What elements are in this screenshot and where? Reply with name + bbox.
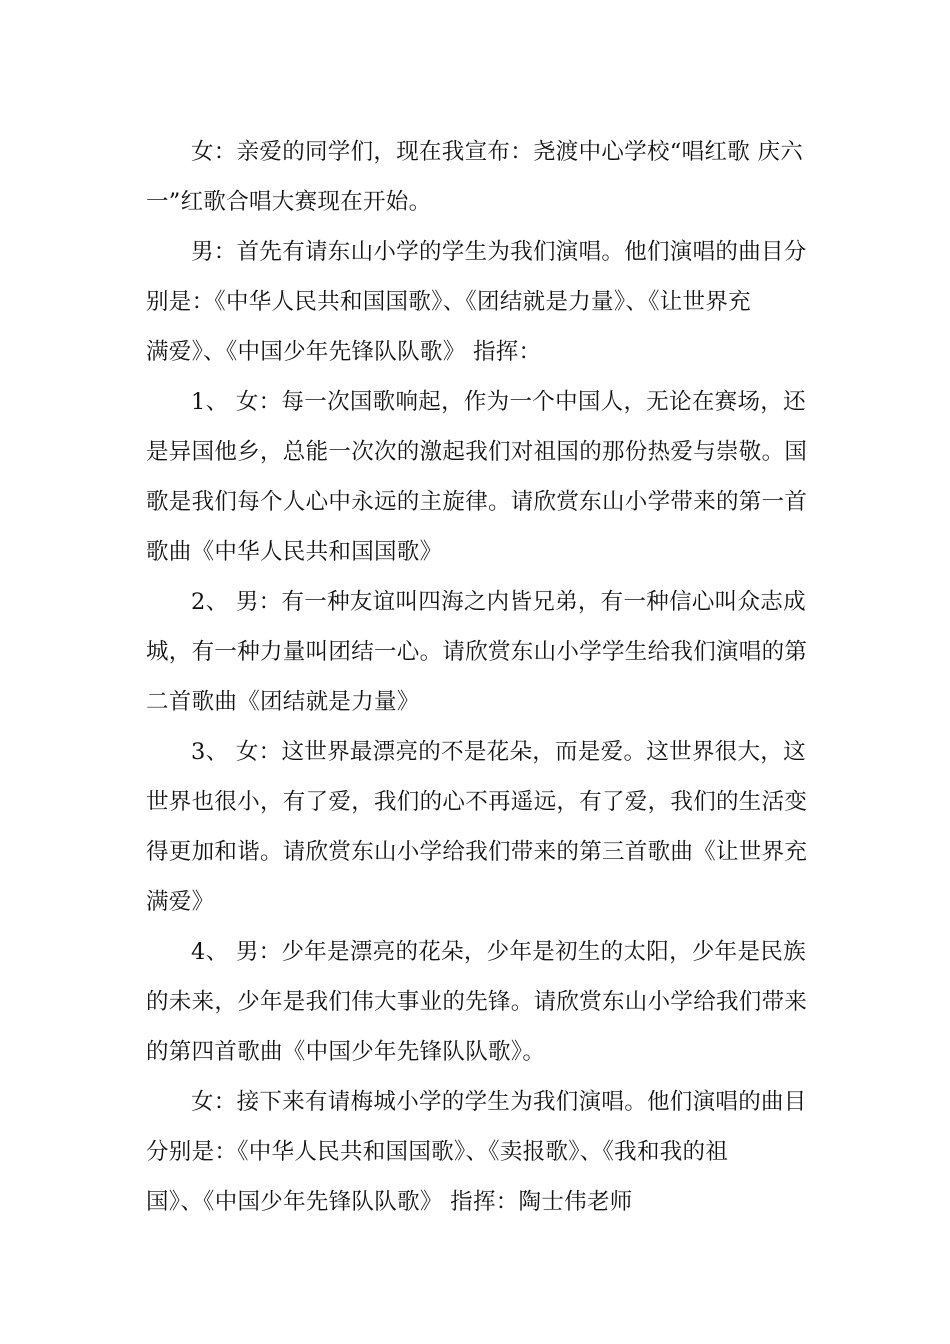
document-page [146, 127, 808, 1227]
paragraph-song-4: 4、 男：少年是漂亮的花朵，少年是初生的太阳，少年是民族 的未来，少年是我们伟大事业的先锋。请欣赏东山小学给我们带来 的第四首歌曲《中国少年先锋队队歌》。 [146, 939, 808, 1065]
paragraph-song-1: 1、 女：每一次国歌响起，作为一个中国人，无论在赛场，还 是异国他乡，总能一次次的激起我们对祖国的那份热爱与崇敬。国 歌是我们每个人心中永远的主旋律。请欣赏东山小学带来的第一首 歌曲《中华人民共和国国歌》 [146, 389, 808, 565]
paragraph-meicheng-intro: 女：接下来有请梅城小学的学生为我们演唱。他们演唱的曲目 分别是：《中华人民共和国国歌》、《卖报歌》、《我和我的祖 国》、《中国少年先锋队队歌》 指挥：陶士伟老师 [146, 1089, 807, 1215]
paragraph-dongshan-intro: 男：首先有请东山小学的学生为我们演唱。他们演唱的曲目分 别是：《中华人民共和国国歌》、《团结就是力量》、《让世界充 满爱》、《中国少年先锋队队歌》 指挥： [146, 239, 807, 365]
paragraph-opening-announcement: 女：亲爱的同学们，现在我宣布：尧渡中心学校“唱红歌 庆六 一”红歌合唱大赛现在开始。 [146, 139, 804, 215]
paragraph-song-3: 3、 女：这世界最漂亮的不是花朵，而是爱。这世界很大，这 世界也很小，有了爱，我们的心不再遥远，有了爱，我们的生活变 得更加和谐。请欣赏东山小学给我们带来的第三首歌曲《让世界充 满爱》 [146, 739, 808, 915]
paragraph-song-2: 2、 男：有一种友谊叫四海之内皆兄弟，有一种信心叫众志成 城，有一种力量叫团结一心。请欣赏东山小学学生给我们演唱的第 二首歌曲《团结就是力量》 [146, 589, 808, 715]
